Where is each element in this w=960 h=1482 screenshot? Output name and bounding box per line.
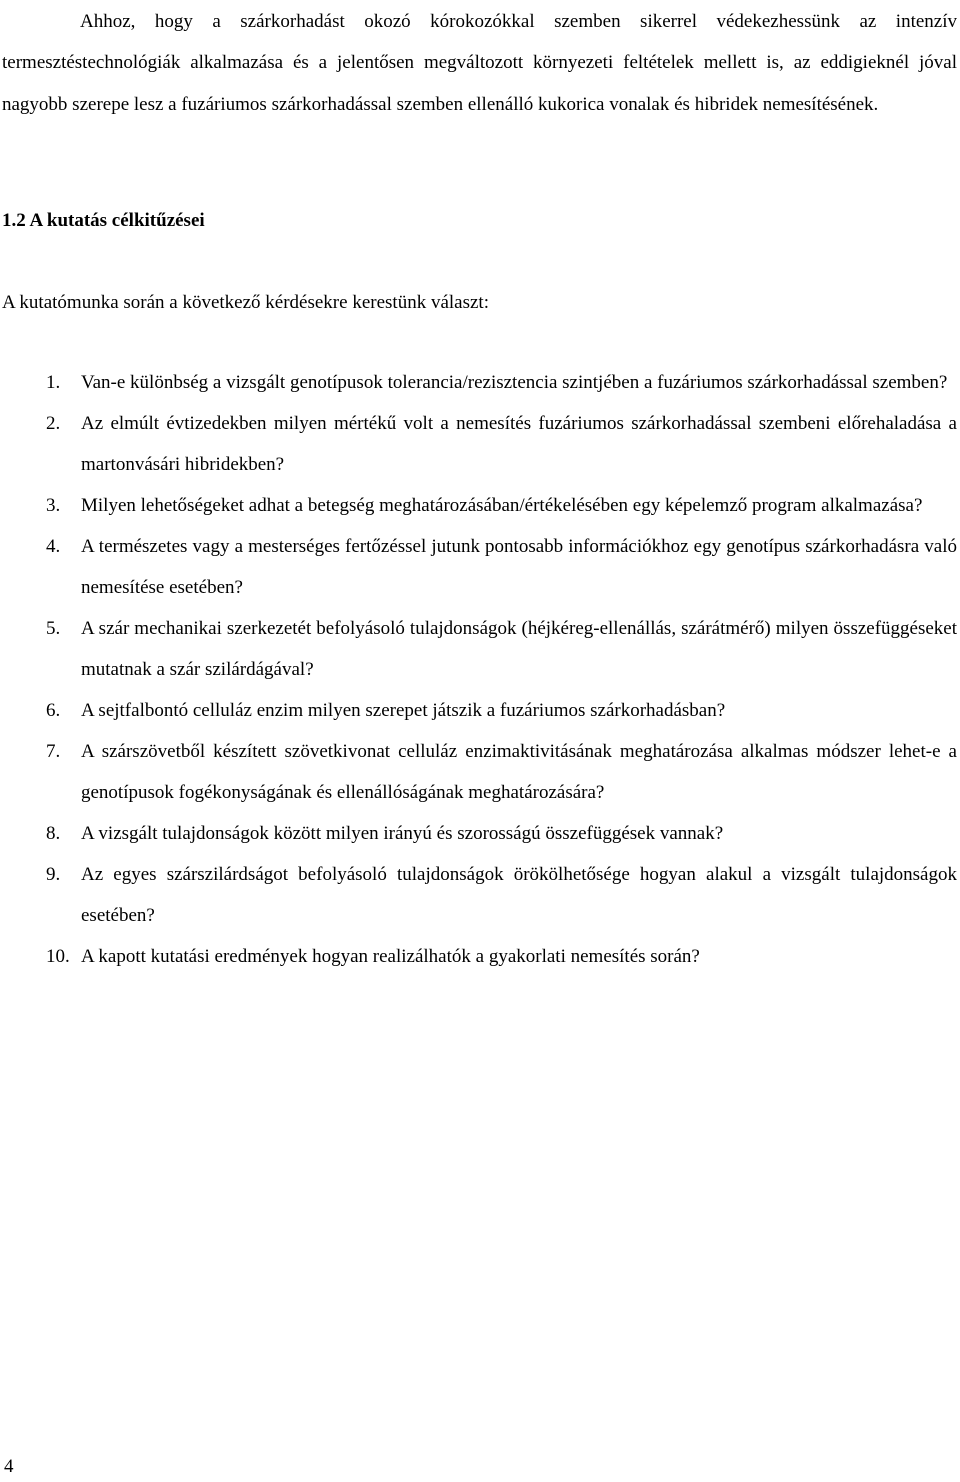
- question-text: Az elmúlt évtizedekben milyen mértékű volt a nemesítés fuzáriumos szárkorhadással szembeni előrehaladása a martonvásári hibridekben?: [81, 413, 957, 475]
- question-item: [0, 731, 960, 813]
- question-item: [0, 526, 960, 608]
- question-number: 6.: [46, 700, 61, 721]
- question-number: 5.: [46, 618, 61, 639]
- question-number: 8.: [46, 823, 61, 844]
- question-number: 3.: [46, 495, 61, 516]
- page-number: 4: [4, 1456, 14, 1477]
- question-number: 7.: [46, 741, 61, 762]
- question-text: A szár mechanikai szerkezetét befolyásoló tulajdonságok (héjkéreg-ellenállás, szárátmérő) milyen összefüggéseket mutatnak a szár szilárdágával?: [81, 618, 957, 680]
- question-text: Van-e különbség a vizsgált genotípusok tolerancia/rezisztencia szintjében a fuzáriumos szárkorhadással szemben?: [81, 372, 948, 393]
- question-text: Az egyes szárszilárdságot befolyásoló tulajdonságok örökölhetősége hogyan alakul a vizsgált tulajdonságok esetében?: [81, 864, 957, 926]
- question-item: [0, 854, 960, 936]
- question-text: A szárszövetből készített szövetkivonat celluláz enzimaktivitásának meghatározása alkalmas módszer lehet-e a genotípusok fogékonyságának és ellenállóságának meghatározására?: [81, 741, 957, 803]
- question-number: 10.: [46, 946, 70, 967]
- question-text: A vizsgált tulajdonságok között milyen irányú és szorosságú összefüggések vannak?: [81, 823, 724, 844]
- research-questions-list: [0, 362, 960, 977]
- question-number: 4.: [46, 536, 61, 557]
- question-number: 2.: [46, 413, 61, 434]
- lead-sentence: A kutatómunka során a következő kérdésekre kerestünk választ:: [2, 292, 489, 313]
- question-item: [0, 362, 960, 403]
- question-item: [0, 403, 960, 485]
- question-item: [0, 936, 960, 977]
- question-item: [0, 608, 960, 690]
- question-number: 9.: [46, 864, 61, 885]
- question-item: [0, 813, 960, 854]
- question-text: Milyen lehetőségeket adhat a betegség meghatározásában/értékelésében egy képelemző program alkalmazása?: [81, 495, 923, 516]
- question-item: [0, 485, 960, 526]
- intro-paragraph: Ahhoz, hogy a szárkorhadást okozó kórokozókkal szemben sikerrel védekezhessünk az intenzív termesztéstechnológiák alkalmazása és a jelentősen megváltozott környezeti feltételek mellett is, az eddigieknél jóval nagyobb szerepe lesz a fuzáriumos szárkorhadással szemben ellenálló kukorica vonalak és hibridek nemesítésének.: [2, 11, 957, 115]
- question-number: 1.: [46, 372, 61, 393]
- question-text: A természetes vagy a mesterséges fertőzéssel jutunk pontosabb információkhoz egy genotípus szárkorhadásra való nemesítése esetében?: [81, 536, 957, 598]
- section-heading: 1.2 A kutatás célkitűzései: [2, 210, 205, 231]
- question-text: A sejtfalbontó celluláz enzim milyen szerepet játszik a fuzáriumos szárkorhadásban?: [81, 700, 726, 721]
- question-text: A kapott kutatási eredmények hogyan realizálhatók a gyakorlati nemesítés során?: [81, 946, 700, 967]
- question-item: [0, 690, 960, 731]
